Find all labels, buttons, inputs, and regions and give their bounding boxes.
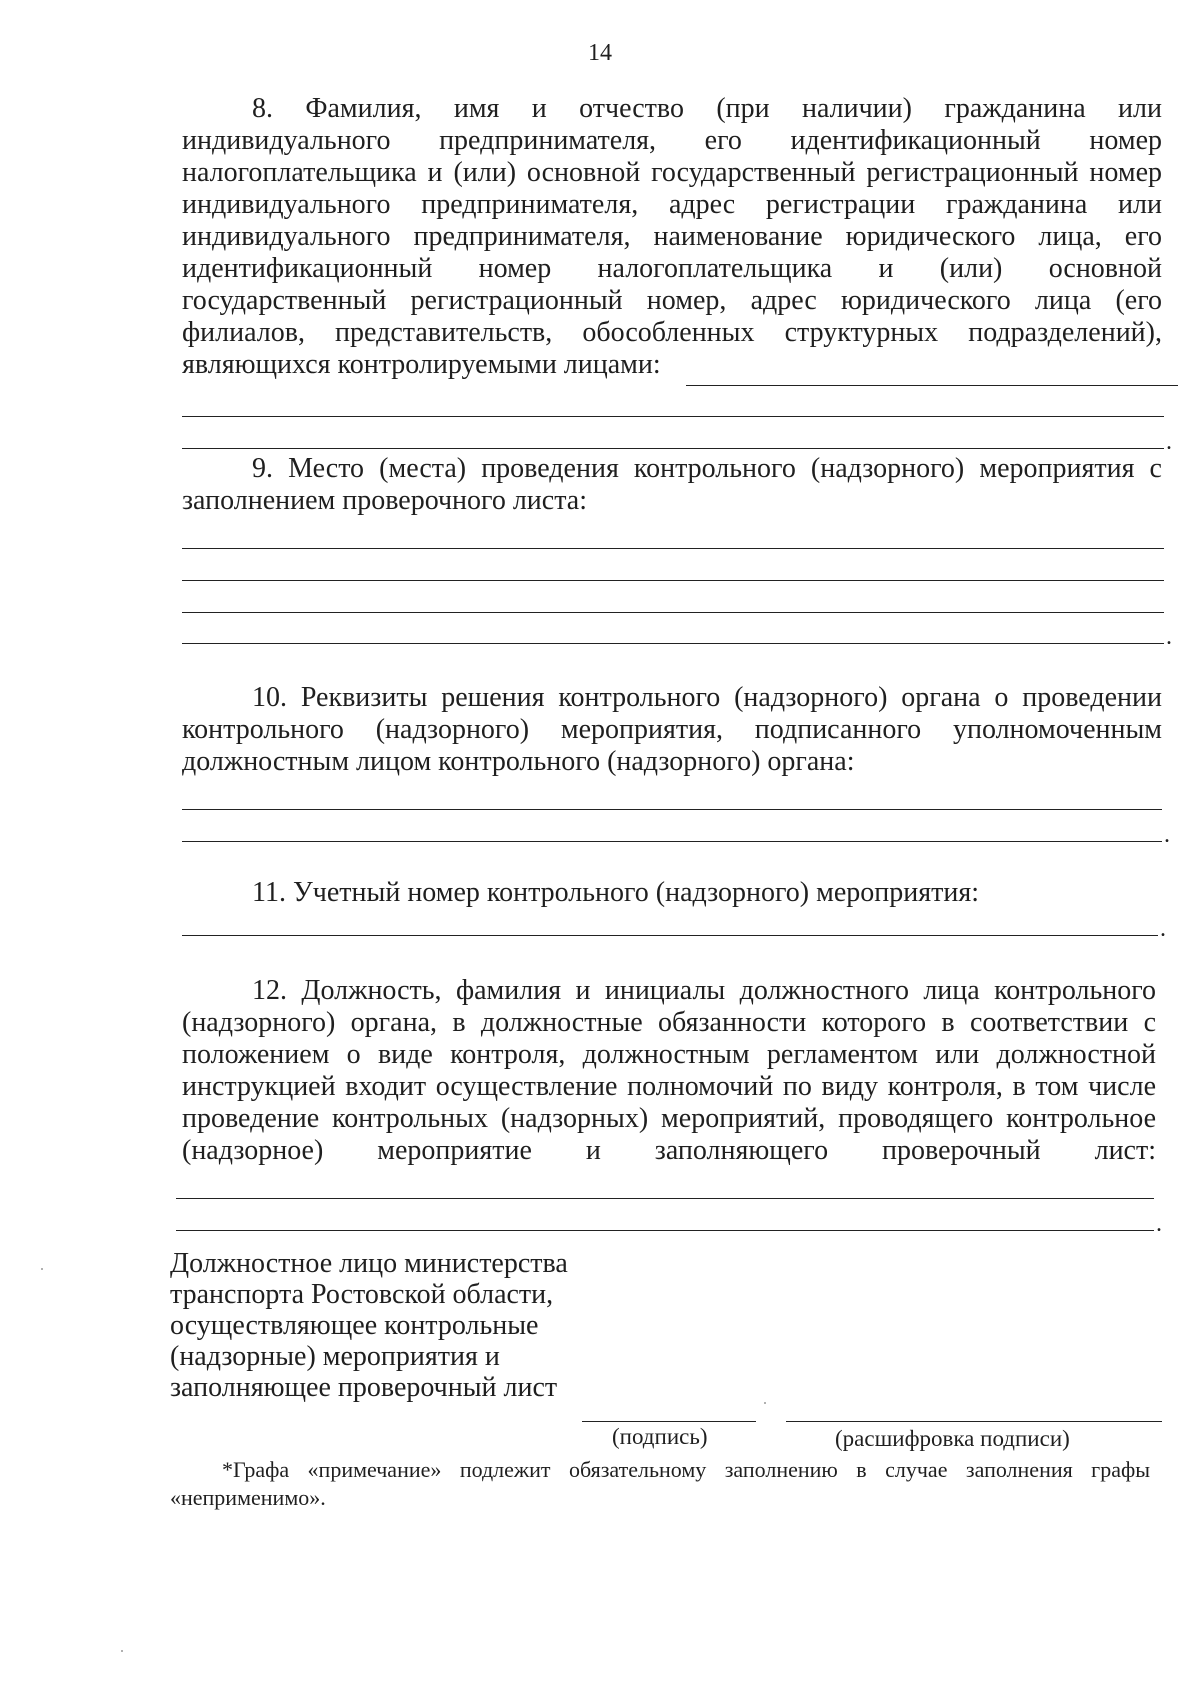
item-9-fill-line (182, 643, 1164, 644)
item-10-line-end: . (1164, 822, 1170, 848)
official-line: заполняющее проверочный лист (170, 1372, 558, 1403)
official-line: осуществляющее контрольные (170, 1310, 539, 1341)
signature-decoding-caption: (расшифровка подписи) (835, 1426, 1070, 1451)
official-signature-block (170, 1248, 590, 1403)
item-9-fill-line (182, 548, 1164, 549)
scan-speck (121, 1650, 123, 1652)
signature-decoding-line (786, 1421, 1162, 1422)
item-12-line-end: . (1156, 1211, 1162, 1237)
page-number: 14 (588, 40, 612, 66)
item-11-line-end: . (1160, 916, 1166, 942)
item-8-tail-text: являющихся контролируемыми лицами: (182, 349, 661, 380)
item-8-tail-row (182, 349, 1162, 381)
item-8-line-end: . (1166, 429, 1172, 455)
item-8-text: 8. Фамилия, имя и отчество (при наличии) гражданина или индивидуального предпринимателя, его идентификационный номер налогоплательщика и (или) основной государственный регистрационный номер индивидуального предпринимателя, адрес регистрации гражданина или индивидуального предпринимателя, наименование юридического лица, его идентификационный номер налогоплательщика и (или) основной государственный регистрационный номер, адрес юридического лица (его филиалов, представительств, обособленных структурных подразделений), (182, 93, 1162, 348)
signature-line (582, 1421, 756, 1422)
official-line: (надзорные) мероприятия и (170, 1341, 500, 1372)
item-9-line-end: . (1166, 624, 1172, 650)
item-10-fill-line (182, 841, 1162, 842)
scan-speck (41, 1268, 43, 1270)
signature-caption: (подпись) (612, 1424, 708, 1449)
item-8-fill-line (686, 385, 1178, 386)
item-8-fill-line (182, 416, 1164, 417)
item-11-fill-line (182, 935, 1158, 936)
item-9-text: 9. Место (места) проведения контрольного (надзорного) мероприятия с заполнением проверочного листа: (182, 453, 1162, 516)
item-8-fill-line (182, 448, 1164, 449)
footnote: *Графа «примечание» подлежит обязательному заполнению в случае заполнения графы «неприменимо». (170, 1457, 1150, 1510)
official-line: Должностное лицо министерства (170, 1248, 568, 1279)
item-9-fill-line (182, 580, 1164, 581)
item-12-fill-line (176, 1230, 1154, 1231)
item-9-fill-line (182, 612, 1164, 613)
item-11-text: 11. Учетный номер контрольного (надзорного) мероприятия: (252, 877, 979, 908)
item-10-text: 10. Реквизиты решения контрольного (надзорного) органа о проведении контрольного (надзорного) мероприятия, подписанного уполномоченным должностным лицом контрольного (надзорного) органа: (182, 682, 1162, 777)
item-12-text: 12. Должность, фамилия и инициалы должностного лица контрольного (надзорного) органа, в должностные обязанности которого в соответствии с положением о виде контроля, должностным регламентом или должностной инструкцией входит осуществление полномочий по виду контроля, в том числе проведение контрольных (надзорных) мероприятий, проводящего контрольное (надзорное) мероприятие и заполняющего проверочный лист: (182, 975, 1156, 1166)
official-line: транспорта Ростовской области, (170, 1279, 554, 1310)
scan-speck (764, 1402, 766, 1404)
item-12-fill-line (176, 1198, 1154, 1199)
item-10-fill-line (182, 809, 1162, 810)
